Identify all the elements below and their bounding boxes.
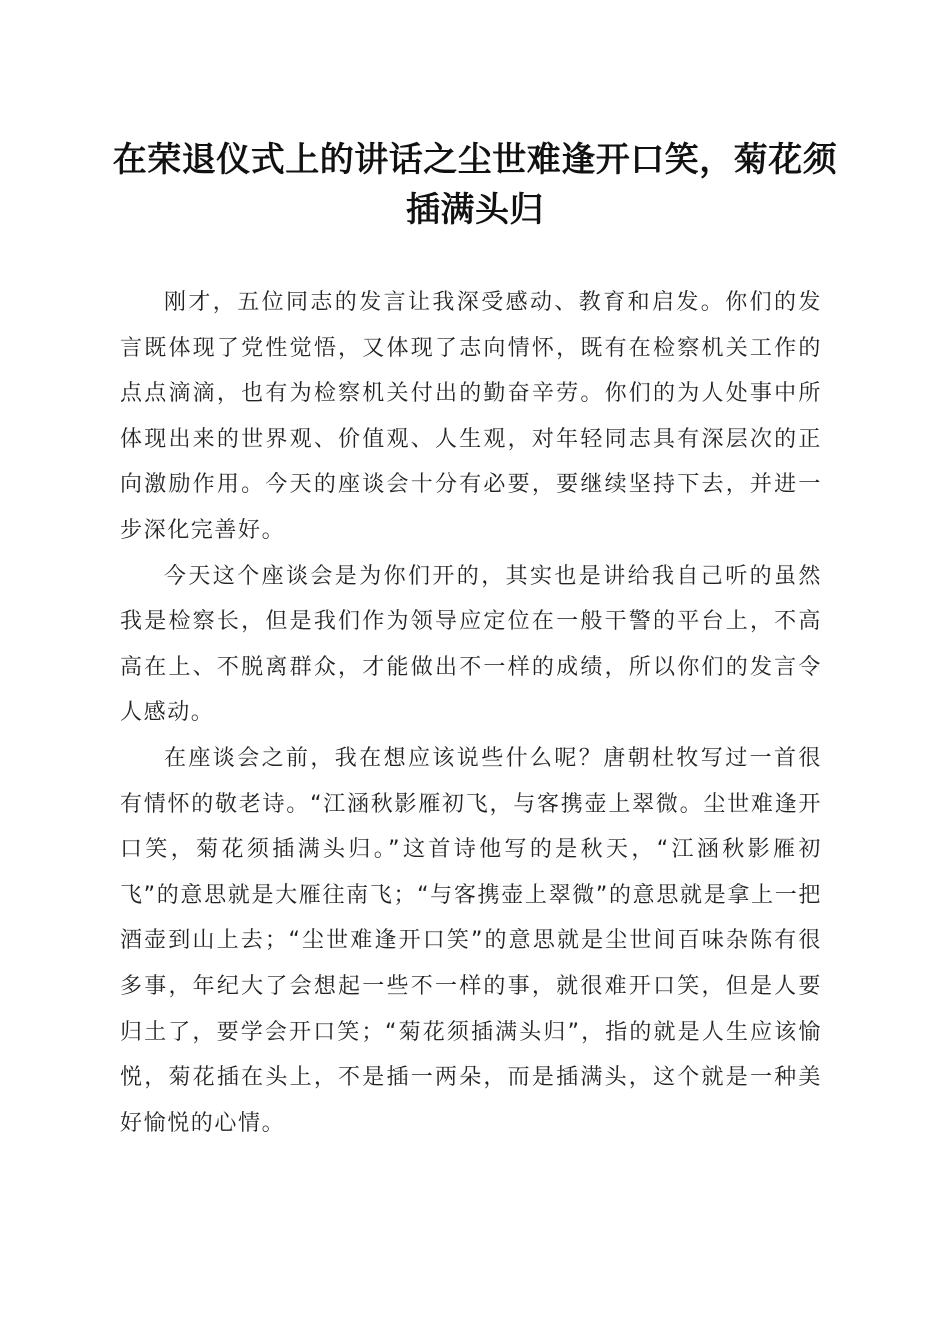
document-title: 在荣退仪式上的讲话之尘世难逢开口笑，菊花须插满头归 <box>112 140 838 230</box>
paragraph-1: 刚才，五位同志的发言让我深受感动、教育和启发。你们的发言既体现了党性觉悟，又体现了志向情怀，既有在检察机关工作的点点滴滴，也有为检察机关付出的勤奋辛劳。你们的为人处事中所体现出来的世界观、价值观、人生观，对年轻同志具有深层次的正向激励作用。今天的座谈会十分有必要，要继续坚持下去，并进一步深化完善好。 <box>120 290 822 543</box>
paragraph-3: 在座谈会之前，我在想应该说些什么呢？唐朝杜牧写过一首很有情怀的敬老诗。“江涵秋影雁初飞，与客携壶上翠微。尘世难逢开口笑，菊花须插满头归。”这首诗他写的是秋天，“江涵秋影雁初飞”的意思就是大雁往南飞；“与客携壶上翠微”的意思就是拿上一把酒壶到山上去；“尘世难逢开口笑”的意思就是尘世间百味杂陈有很多事，年纪大了会想起一些不一样的事，就很难开口笑，但是人要归土了，要学会开口笑；“菊花须插满头归”，指的就是人生应该愉悦，菊花插在头上，不是插一两朵，而是插满头，这个就是一种美好愉悦的心情。 <box>120 745 822 1136</box>
paragraph-2: 今天这个座谈会是为你们开的，其实也是讲给我自己听的虽然我是检察长，但是我们作为领导应定位在一般干警的平台上，不高高在上、不脱离群众，才能做出不一样的成绩，所以你们的发言令人感动。 <box>120 563 822 726</box>
document-body <box>120 280 822 1146</box>
